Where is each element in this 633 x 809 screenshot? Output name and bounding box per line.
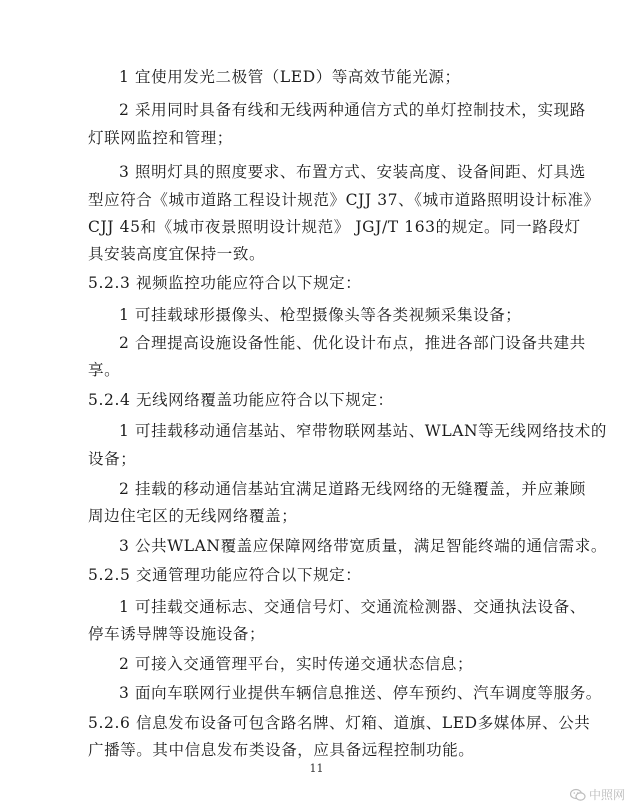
text-line: 1 可挂载交通标志、交通信号灯、交通流检测器、交通执法设备、 xyxy=(119,598,586,616)
section-heading: 5.2.4 无线网络覆盖功能应符合以下规定： xyxy=(88,391,394,409)
wechat-icon xyxy=(570,788,586,802)
text-line: 停车诱导牌等设施设备； xyxy=(88,625,266,643)
text-line: 3 照明灯具的照度要求、布置方式、安装高度、设备间距、灯具选 xyxy=(119,163,586,181)
section-heading: 5.2.5 交通管理功能应符合以下规定： xyxy=(88,566,362,584)
watermark xyxy=(570,786,625,803)
watermark-text: 中照网 xyxy=(588,788,625,802)
text-line: 具安装高度宜保持一致。 xyxy=(88,245,266,263)
text-line: 2 可接入交通管理平台，实时传递交通状态信息； xyxy=(119,655,474,673)
text-line: 1 可挂载移动通信基站、窄带物联网基站、WLAN等无线网络技术的 xyxy=(119,422,607,440)
text-line: 周边住宅区的无线网络覆盖； xyxy=(88,507,298,525)
text-line: 2 合理提高设施设备性能、优化设计布点，推进各部门设备共建共 xyxy=(119,334,586,352)
text-line: 2 挂载的移动通信基站宜满足道路无线网络的无缝覆盖，并应兼顾 xyxy=(119,480,586,498)
text-line: 广播等。其中信息发布类设备，应具备远程控制功能。 xyxy=(88,741,475,759)
text-line: 灯联网监控和管理； xyxy=(88,129,233,147)
text-line: 享。 xyxy=(88,361,121,379)
text-line: 设备； xyxy=(88,450,137,468)
page-number: 11 xyxy=(309,762,324,775)
section-heading: 5.2.6 信息发布设备可包含路名牌、灯箱、道旗、LED多媒体屏、公共 xyxy=(88,714,591,732)
text-line: 1 宜使用发光二极管（LED）等高效节能光源； xyxy=(119,68,461,86)
text-line: 2 采用同时具备有线和无线两种通信方式的单灯控制技术，实现路 xyxy=(119,101,586,119)
text-line: 3 公共WLAN覆盖应保障网络带宽质量，满足智能终端的通信需求。 xyxy=(119,537,607,555)
section-heading: 5.2.3 视频监控功能应符合以下规定： xyxy=(88,274,362,292)
text-line: 3 面向车联网行业提供车辆信息推送、停车预约、汽车调度等服务。 xyxy=(119,684,602,702)
text-line: CJJ 45和《城市夜景照明设计规范》 JGJ/T 163的规定。同一路段灯 xyxy=(88,218,581,236)
text-line: 型应符合《城市道路工程设计规范》CJJ 37、《城市道路照明设计标准》 xyxy=(88,191,600,209)
text-line: 1 可挂载球形摄像头、枪型摄像头等各类视频采集设备； xyxy=(119,306,522,324)
